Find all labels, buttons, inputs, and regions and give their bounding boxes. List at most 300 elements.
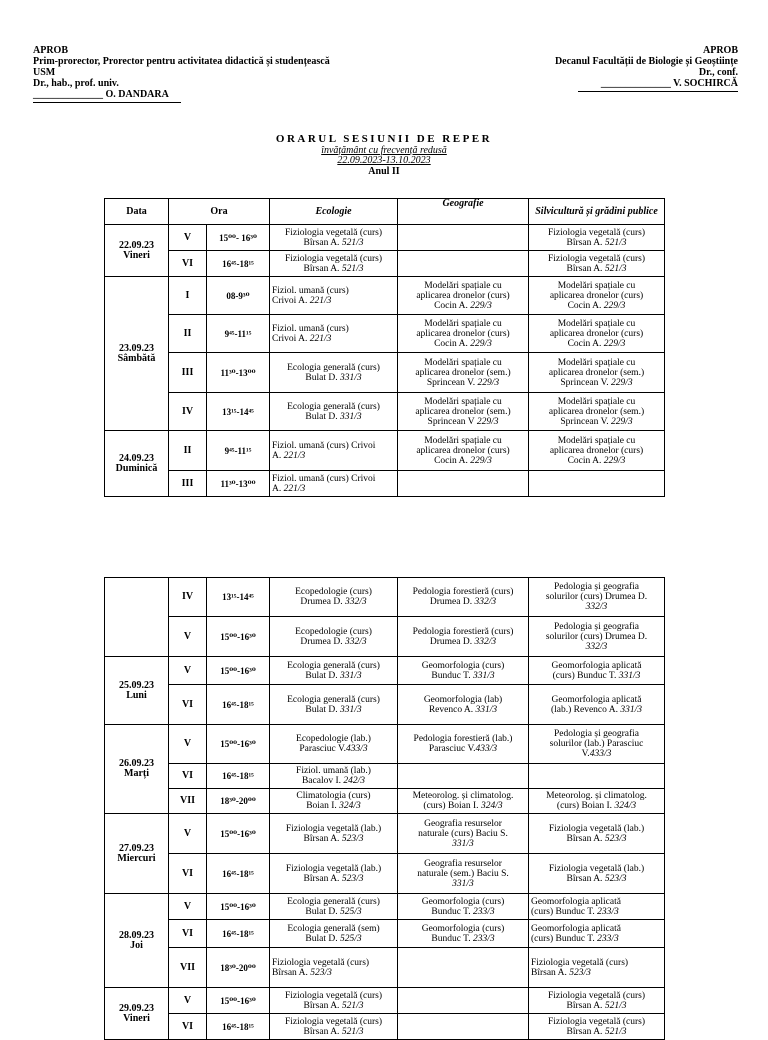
silvicultura-cell (529, 988, 665, 1014)
geografie-cell (398, 789, 529, 814)
geografie-cell-line: Drumea D. 332/3 (429, 597, 497, 607)
ecologie-cell-line: Ecologia generală (curs) (287, 694, 380, 705)
silvicultura-cell-line: Bîrsan A. 521/3 (566, 1026, 627, 1037)
silvicultura-cell (529, 393, 665, 431)
ecologie-cell-line: Fiziol. umană (curs) Crivoi (272, 473, 376, 484)
geografie-cell (398, 948, 529, 988)
room-number: 521/3 (604, 1026, 627, 1037)
room-number: 523/3 (604, 873, 627, 884)
geografie-cell-line: aplicarea dronelor (curs) (416, 445, 510, 456)
geografie-cell (398, 764, 529, 789)
room-number: 523/3 (604, 833, 627, 844)
ecologie-cell-line: Bîrsan A. 523/3 (303, 873, 364, 884)
time-cell-line: 16⁴⁵-18¹⁵ (222, 771, 254, 781)
silvicultura-cell-line: Fiziologia vegetală (curs) (547, 1016, 646, 1027)
period-cell-line: VI (181, 257, 194, 269)
ecologie-cell-line: Drumea D. 332/3 (300, 636, 367, 647)
ecologie-cell-line: Parasciuc V.433/3 (299, 744, 368, 754)
period-cell (169, 894, 207, 920)
period-cell (169, 353, 207, 393)
column-header-date: Data (105, 199, 169, 225)
time-cell-line: 16⁴⁵-18¹⁵ (222, 258, 254, 269)
day-name: Luni (126, 689, 147, 701)
table-row (105, 225, 665, 251)
column-header-silvicultura: Silvicultură și grădini publice (529, 199, 665, 225)
approval-left-line: USM (33, 67, 56, 78)
ecologie-cell (270, 657, 398, 685)
room-number: 525/3 (339, 933, 362, 944)
room-number: 221/3 (283, 450, 306, 461)
time-cell (207, 988, 270, 1014)
room-number: 331/3 (339, 372, 362, 383)
day-name: Vineri (123, 249, 150, 261)
day-date: 22.09.23 (119, 239, 154, 251)
silvicultura-cell-line: Modelări spațiale cu (557, 435, 636, 446)
period-cell-line: I (185, 289, 190, 301)
geografie-cell (398, 988, 529, 1014)
room-number: 332/3 (474, 597, 497, 607)
geografie-cell-line: Modelări spațiale cu (424, 396, 502, 407)
silvicultura-cell (529, 1014, 665, 1040)
room-number: 331/3 (472, 670, 495, 681)
room-number: 521/3 (341, 1000, 364, 1011)
time-cell-line: 16⁴⁵-18¹⁵ (222, 928, 254, 939)
room-number: 233/3 (597, 933, 619, 944)
table-row (105, 894, 665, 920)
column-header-geografie: Geografie (398, 199, 529, 225)
silvicultura-cell-line: Bîrsan A. 523/3 (566, 873, 627, 884)
room-number: 229/3 (470, 338, 492, 349)
room-number: 221/3 (309, 333, 332, 344)
geografie-cell-line: aplicarea dronelor (curs) (416, 328, 510, 339)
room-number: 332/3 (585, 602, 608, 612)
table-row (105, 277, 665, 315)
silvicultura-cell-line: Fiziologia vegetală (lab.) (548, 863, 645, 874)
ecologie-cell-line: A. 221/3 (272, 450, 306, 461)
time-cell (207, 315, 270, 353)
ecologie-cell-line: Bîrsan A. 523/3 (272, 967, 332, 978)
period-cell (169, 617, 207, 657)
approval-right (555, 45, 738, 92)
silvicultura-cell-line: aplicarea dronelor (sem.) (548, 367, 645, 378)
room-number: 221/3 (309, 295, 332, 306)
room-number: 332/3 (344, 636, 367, 647)
silvicultura-cell (529, 657, 665, 685)
ecologie-cell (270, 277, 398, 315)
study-year: Anul II (368, 166, 400, 177)
geografie-cell-line: Pedologia forestieră (curs) (412, 587, 514, 597)
period-cell (169, 685, 207, 725)
period-cell (169, 988, 207, 1014)
room-number: 331/3 (475, 704, 498, 715)
time-cell-line: 16⁴⁵-18¹⁵ (222, 699, 254, 710)
geografie-cell-line: naturale (curs) Baciu S. (418, 828, 508, 839)
time-cell (207, 764, 270, 789)
time-cell (207, 814, 270, 854)
period-cell (169, 814, 207, 854)
day-name: Marți (124, 768, 149, 779)
ecologie-cell (270, 1014, 398, 1040)
ecologie-cell-line: Bîrsan A. 523/3 (303, 833, 364, 844)
silvicultura-cell-line: Fiziologia vegetală (curs) (547, 227, 646, 238)
day-cell (105, 578, 169, 657)
ecologie-cell-line: Crivoi A. 221/3 (272, 333, 332, 344)
period-cell-line: V (183, 231, 192, 243)
geografie-cell-line: Cocin A. 229/3 (434, 300, 492, 311)
geografie-cell-line: Pedologia forestieră (lab.) (413, 734, 513, 744)
room-number: 521/3 (341, 237, 364, 248)
room-number: 433/3 (475, 744, 498, 754)
table-header-row (105, 199, 665, 225)
silvicultura-cell (529, 315, 665, 353)
ecologie-cell-line: Ecologia generală (curs) (287, 362, 380, 373)
geografie-cell-line: Sprincean V. 229/3 (426, 377, 500, 388)
geografie-cell (398, 353, 529, 393)
period-cell (169, 315, 207, 353)
ecologie-cell-line: Fiziologia vegetală (curs) (272, 957, 370, 968)
ecologie-cell-line: Fiziologia vegetală (curs) (284, 227, 383, 238)
room-number: 324/3 (480, 801, 503, 811)
day-cell (105, 657, 169, 725)
period-cell (169, 657, 207, 685)
ecologie-cell (270, 431, 398, 471)
time-cell-line: 18³⁰-20⁰⁰ (220, 796, 256, 806)
time-cell-line: 13¹⁵-14⁴⁵ (222, 592, 254, 602)
time-cell (207, 854, 270, 894)
room-number: 331/3 (452, 838, 474, 849)
table-row (105, 988, 665, 1014)
ecologie-cell-line: Bîrsan A. 521/3 (303, 1026, 364, 1037)
ecologie-cell (270, 725, 398, 764)
ecologie-cell-line: Bîrsan A. 521/3 (303, 237, 364, 248)
day-name: Duminică (115, 462, 158, 474)
day-date: 23.09.23 (119, 342, 154, 354)
day-name: Joi (130, 939, 143, 951)
period-cell-line: VII (179, 795, 195, 806)
silvicultura-cell (529, 789, 665, 814)
silvicultura-cell-line: (lab.) Revenco A. 331/3 (550, 704, 643, 715)
silvicultura-cell (529, 251, 665, 277)
room-number: 332/3 (474, 636, 497, 647)
period-cell-line: V (183, 630, 192, 642)
silvicultura-cell-line: aplicarea dronelor (curs) (549, 290, 644, 301)
time-cell (207, 578, 270, 617)
session-dates: 22.09.2023-13.10.2023 (337, 155, 431, 166)
silvicultura-cell-line: Modelări spațiale cu (557, 357, 636, 368)
room-number: 433/3 (589, 749, 612, 759)
geografie-cell (398, 894, 529, 920)
table-row (105, 685, 665, 725)
period-cell-line: VI (181, 1020, 194, 1032)
period-cell (169, 1014, 207, 1040)
ecologie-cell (270, 988, 398, 1014)
period-cell-line: V (183, 664, 192, 676)
silvicultura-cell-line: Meteorolog. și climatolog. (546, 791, 647, 801)
ecologie-cell-line: Ecopedologie (curs) (295, 587, 372, 597)
room-number: 521/3 (604, 1000, 627, 1011)
time-cell (207, 789, 270, 814)
day-date: 26.09.23 (119, 758, 154, 769)
ecologie-cell (270, 225, 398, 251)
silvicultura-cell-line: Modelări spațiale cu (557, 396, 636, 407)
ecologie-cell-line: Bulat D. 525/3 (305, 933, 362, 944)
ecologie-cell-line: Crivoi A. 221/3 (272, 295, 332, 306)
ecologie-cell-line: Fiziologia vegetală (lab.) (285, 823, 382, 834)
table-row (105, 251, 665, 277)
ecologie-cell-line: Ecologia generală (curs) (287, 896, 380, 907)
silvicultura-cell-line: solurilor (curs) Drumea D. (545, 592, 648, 602)
room-number: 229/3 (610, 416, 633, 427)
time-cell-line: 13¹⁵-14⁴⁵ (222, 406, 254, 417)
silvicultura-cell-line: Modelări spațiale cu (557, 318, 636, 329)
silvicultura-cell (529, 814, 665, 854)
ecologie-cell (270, 315, 398, 353)
geografie-cell (398, 657, 529, 685)
period-cell (169, 471, 207, 497)
period-cell-line: II (183, 444, 192, 456)
schedule-table-2 (104, 577, 665, 1040)
day-date: 29.09.23 (119, 1002, 154, 1014)
silvicultura-cell-line: Pedologia și geografia (554, 729, 639, 739)
day-cell (105, 225, 169, 277)
day-name: Miercuri (117, 852, 156, 864)
geografie-cell-line: aplicarea dronelor (curs) (416, 290, 510, 301)
day-name: Sâmbătă (117, 352, 156, 364)
geografie-cell (398, 225, 529, 251)
silvicultura-cell-line: Bîrsan A. 521/3 (566, 1000, 627, 1011)
time-cell (207, 685, 270, 725)
silvicultura-cell-line: Geomorfologia aplicată (551, 660, 642, 671)
room-number: 324/3 (339, 801, 361, 811)
geografie-cell-line: Pedologia forestieră (curs) (412, 626, 514, 637)
silvicultura-cell-line: Modelări spațiale cu (557, 280, 636, 291)
silvicultura-cell (529, 920, 665, 948)
ecologie-cell-line: Fiziologia vegetală (lab.) (285, 863, 382, 874)
table-row (105, 431, 665, 471)
silvicultura-cell-line: Bîrsan A. 521/3 (566, 237, 627, 248)
geografie-cell (398, 725, 529, 764)
period-cell-line: III (181, 477, 194, 489)
title-block (0, 133, 768, 178)
silvicultura-cell-line: Geomorfologia aplicată (531, 923, 621, 934)
period-cell-line: V (183, 827, 192, 839)
period-cell (169, 578, 207, 617)
ecologie-cell-line: Fiziol. umană (curs) (272, 323, 349, 334)
period-cell (169, 764, 207, 789)
silvicultura-cell-line: Fiziologia vegetală (lab.) (548, 823, 645, 834)
silvicultura-cell (529, 725, 665, 764)
approval-left-line: Dr., hab., prof. univ. (33, 78, 119, 89)
geografie-cell-line: aplicarea dronelor (sem.) (415, 406, 511, 417)
geografie-cell (398, 393, 529, 431)
period-cell-line: V (183, 738, 192, 749)
room-number: 233/3 (597, 906, 619, 917)
geografie-cell-line: Geomorfologia (curs) (421, 896, 505, 907)
geografie-cell-line: Cocin A. 229/3 (434, 455, 492, 466)
ecologie-cell (270, 251, 398, 277)
period-cell-line: VI (181, 927, 194, 939)
silvicultura-cell-line (531, 602, 662, 612)
ecologie-cell-line: Fiziol. umană (curs) Crivoi (272, 440, 376, 451)
silvicultura-cell (529, 578, 665, 617)
approval-left-signature: ______________ O. DANDARA (33, 89, 169, 100)
ecologie-cell (270, 764, 398, 789)
room-number: 242/3 (343, 776, 366, 786)
ecologie-cell (270, 578, 398, 617)
period-cell-line: V (183, 994, 192, 1006)
day-cell (105, 431, 169, 497)
silvicultura-cell (529, 353, 665, 393)
geografie-cell-line: aplicarea dronelor (sem.) (415, 367, 511, 378)
geografie-cell-line: Geomorfologia (lab) (423, 694, 503, 705)
time-cell-line: 16⁴⁵-18¹⁵ (222, 1021, 254, 1032)
day-cell (105, 988, 169, 1040)
period-cell (169, 431, 207, 471)
page-title: ORARUL SESIUNII DE REPER (275, 133, 493, 145)
ecologie-cell-line: Boian I. 324/3 (306, 801, 361, 811)
time-cell-line: 9⁴⁵-11¹⁵ (224, 445, 252, 456)
silvicultura-cell-line: (curs) Bunduc T. 331/3 (552, 670, 641, 681)
silvicultura-cell-line: (curs) Boian I. 324/3 (556, 801, 637, 811)
geografie-cell-line: Meteorolog. și climatolog. (412, 791, 514, 801)
ecologie-cell-line: Bulat D. 331/3 (305, 670, 362, 681)
ecologie-cell (270, 617, 398, 657)
ecologie-cell-line: Fiziologia vegetală (curs) (284, 253, 383, 264)
silvicultura-cell-line: Geomorfologia aplicată (551, 694, 642, 705)
time-cell-line: 15⁰⁰-16³⁰ (220, 995, 256, 1006)
period-cell-line: IV (181, 591, 194, 602)
ecologie-cell (270, 353, 398, 393)
room-number: 331/3 (339, 704, 362, 715)
time-cell (207, 277, 270, 315)
period-cell-line: II (183, 327, 192, 339)
ecologie-cell (270, 471, 398, 497)
ecologie-cell-line: Bulat D. 525/3 (305, 906, 362, 917)
geografie-cell-line: Modelări spațiale cu (424, 435, 502, 446)
silvicultura-cell-line: solurilor (curs) Drumea D. (545, 631, 648, 642)
page-subtitle: învățământ cu frecvență redusă (321, 145, 447, 156)
period-cell (169, 725, 207, 764)
time-cell-line: 15⁰⁰-16³⁰ (220, 665, 256, 676)
period-cell-line: IV (181, 405, 194, 417)
silvicultura-cell-line: Geomorfologia aplicată (531, 896, 621, 907)
ecologie-cell-line: Climatologia (curs) (296, 791, 371, 801)
day-date: 27.09.23 (119, 842, 154, 854)
room-number: 331/3 (618, 670, 641, 681)
silvicultura-cell (529, 431, 665, 471)
time-cell (207, 251, 270, 277)
time-cell (207, 894, 270, 920)
approval-left (33, 45, 330, 103)
period-cell-line: VI (181, 698, 194, 710)
ecologie-cell-line: Ecopedologie (lab.) (296, 734, 371, 744)
day-cell (105, 277, 169, 431)
silvicultura-cell (529, 854, 665, 894)
geografie-cell-line: Geografia resurselor (424, 858, 502, 869)
silvicultura-cell (529, 685, 665, 725)
day-name: Vineri (123, 1012, 150, 1024)
geografie-cell (398, 277, 529, 315)
geografie-cell (398, 1014, 529, 1040)
silvicultura-cell-line: (curs) Bunduc T. 233/3 (531, 933, 619, 944)
schedule-table-1 (104, 198, 665, 497)
time-cell (207, 657, 270, 685)
table-row (105, 854, 665, 894)
table-row (105, 789, 665, 814)
room-number: 525/3 (339, 906, 362, 917)
period-cell (169, 251, 207, 277)
time-cell (207, 431, 270, 471)
geografie-cell (398, 315, 529, 353)
approval-left-line: APROB (33, 45, 68, 56)
room-number: 521/3 (341, 263, 364, 274)
ecologie-cell-line: A. 221/3 (272, 483, 306, 494)
table-row (105, 764, 665, 789)
period-cell (169, 225, 207, 251)
ecologie-cell-line: Bulat D. 331/3 (305, 372, 362, 383)
room-number: 332/3 (585, 641, 608, 652)
table-row (105, 471, 665, 497)
geografie-cell (398, 471, 529, 497)
time-cell (207, 617, 270, 657)
geografie-cell (398, 251, 529, 277)
silvicultura-cell-line: (curs) Bunduc T. 233/3 (531, 906, 619, 917)
silvicultura-cell-line: Fiziologia vegetală (curs) (531, 957, 629, 968)
geografie-cell-line: Bunduc T. 331/3 (431, 670, 495, 681)
period-cell-line: VI (181, 867, 194, 879)
geografie-cell (398, 431, 529, 471)
silvicultura-cell (529, 617, 665, 657)
time-cell (207, 393, 270, 431)
room-number: 331/3 (452, 878, 474, 889)
silvicultura-cell-line: Bîrsan A. 523/3 (566, 833, 627, 844)
room-number: 521/3 (604, 263, 627, 274)
time-cell (207, 920, 270, 948)
geografie-cell-line: Drumea D. 332/3 (429, 636, 497, 647)
column-header-time: Ora (169, 199, 270, 225)
silvicultura-cell (529, 948, 665, 988)
geografie-cell-line: Geografia resurselor (424, 818, 502, 829)
table-row (105, 578, 665, 617)
ecologie-cell-line: Bulat D. 331/3 (305, 411, 362, 422)
table-row (105, 814, 665, 854)
ecologie-cell (270, 894, 398, 920)
geografie-cell-line: Modelări spațiale cu (424, 280, 502, 291)
period-cell (169, 948, 207, 988)
room-number: 229/3 (470, 455, 492, 466)
room-number: 229/3 (603, 455, 626, 466)
period-cell (169, 277, 207, 315)
time-cell-line: 08-9³⁰ (226, 290, 250, 301)
silvicultura-cell-line: aplicarea dronelor (curs) (549, 445, 644, 456)
ecologie-cell-line: Drumea D. 332/3 (300, 597, 367, 607)
ecologie-cell (270, 920, 398, 948)
ecologie-cell-line: Fiziol. umană (lab.) (296, 766, 371, 776)
silvicultura-cell (529, 471, 665, 497)
geografie-cell-line: Geomorfologia (curs) (421, 923, 505, 934)
table-row (105, 725, 665, 764)
ecologie-cell (270, 814, 398, 854)
table-row (105, 920, 665, 948)
period-cell-line: III (181, 366, 194, 378)
time-cell (207, 353, 270, 393)
ecologie-cell (270, 789, 398, 814)
ecologie-cell-line: Ecologia generală (curs) (287, 660, 380, 671)
silvicultura-cell-line: aplicarea dronelor (curs) (549, 328, 644, 339)
geografie-cell-line: Bunduc T. 233/3 (431, 933, 495, 944)
geografie-cell (398, 814, 529, 854)
ecologie-cell-line: Fiziologia vegetală (curs) (284, 1016, 383, 1027)
